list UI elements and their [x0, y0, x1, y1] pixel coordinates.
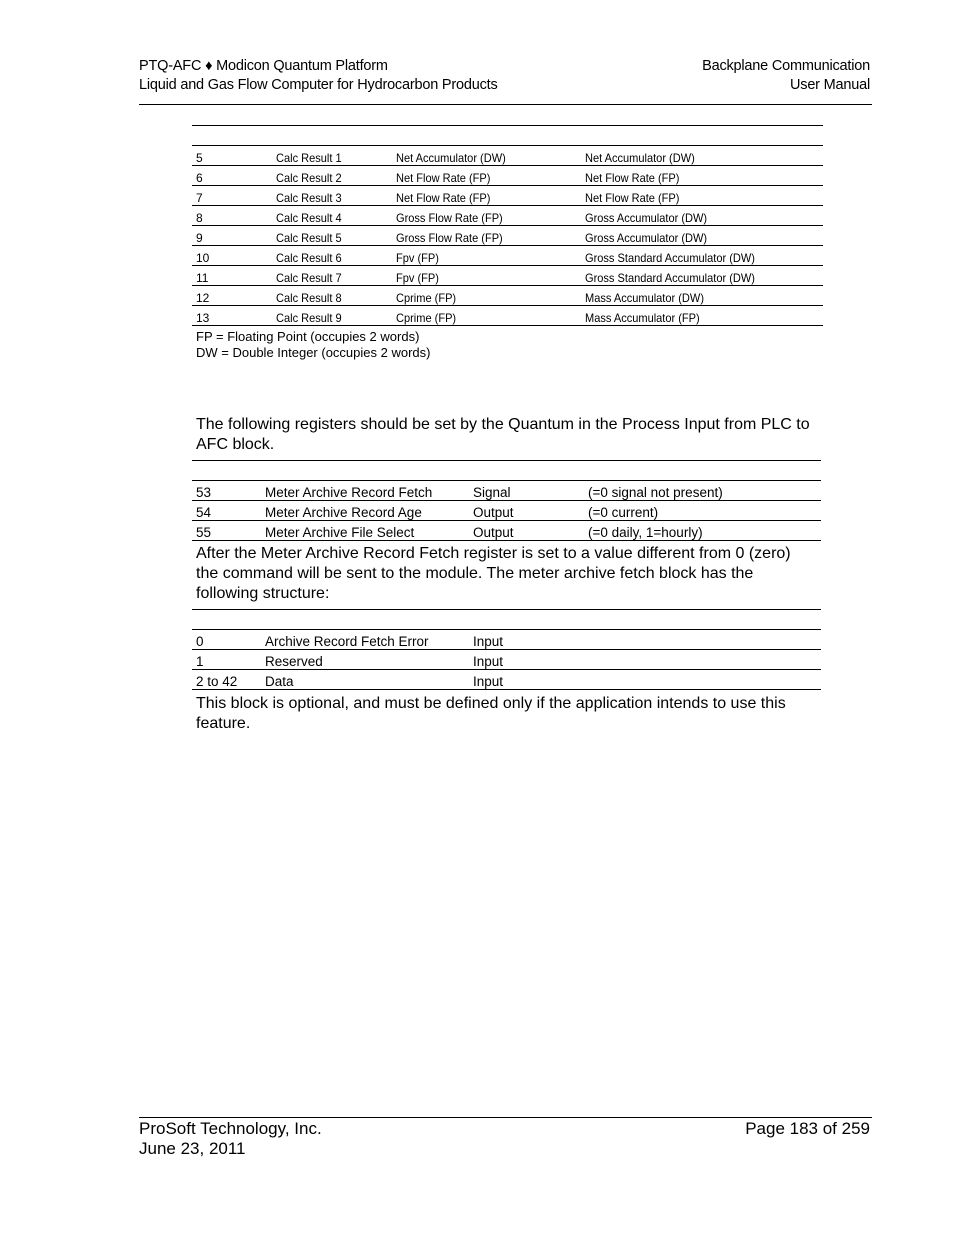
description-cell: Meter Archive File Select [265, 521, 473, 541]
table-row [192, 266, 823, 286]
type-cell: Output [473, 501, 588, 521]
paragraph-fetch-description: After the Meter Archive Record Fetch register is set to a value different from 0 (zero) the command will be sent to the module. The meter archive fetch block has the following structure: [196, 545, 791, 602]
word-offset: 1 [192, 650, 265, 670]
table-header-row [192, 126, 823, 146]
header-product-subtitle: Liquid and Gas Flow Computer for Hydrocarbon Products [139, 77, 498, 93]
table-row [192, 286, 823, 306]
note-cell [588, 650, 821, 670]
register-number: 10 [192, 246, 276, 266]
table-row [192, 501, 821, 521]
note-cell [588, 630, 821, 650]
note-cell: (=0 daily, 1=hourly) [588, 521, 821, 541]
table-row [192, 246, 823, 266]
description-cell: Reserved [265, 650, 473, 670]
gas-value-cell: Fpv (FP) [396, 266, 570, 286]
liquid-value-cell: Net Flow Rate (FP) [585, 166, 804, 186]
table-header-row [192, 461, 821, 481]
register-number: 7 [192, 186, 276, 206]
description-cell: Archive Record Fetch Error [265, 630, 473, 650]
liquid-value-cell: Gross Standard Accumulator (DW) [585, 266, 804, 286]
type-cell: Input [473, 670, 588, 690]
register-number: 12 [192, 286, 276, 306]
type-cell: Signal [473, 481, 588, 501]
paragraph-process-input: The following registers should be set by the Quantum in the Process Input from PLC to AFC block. [196, 416, 810, 453]
gas-value-cell: Net Flow Rate (FP) [396, 166, 570, 186]
table-row [192, 226, 823, 246]
archive-fetch-block-table [192, 609, 821, 690]
liquid-value-cell: Gross Standard Accumulator (DW) [585, 246, 804, 266]
liquid-value-cell: Mass Accumulator (DW) [585, 286, 804, 306]
description-cell: Calc Result 6 [276, 246, 386, 266]
gas-value-cell: Gross Flow Rate (FP) [396, 226, 570, 246]
header-section-title: Backplane Communication [702, 58, 870, 74]
word-offset: 2 to 42 [192, 670, 265, 690]
meter-archive-register-table [192, 460, 821, 541]
table-row [192, 630, 821, 650]
register-number: 5 [192, 146, 276, 166]
table-row [192, 481, 821, 501]
description-cell: Calc Result 3 [276, 186, 386, 206]
description-cell: Calc Result 9 [276, 306, 386, 326]
description-cell: Calc Result 4 [276, 206, 386, 226]
paragraph-optional-block: This block is optional, and must be defined only if the application intends to use this feature. [196, 695, 786, 732]
description-cell: Calc Result 1 [276, 146, 386, 166]
type-cell: Input [473, 650, 588, 670]
description-cell: Calc Result 7 [276, 266, 386, 286]
description-cell: Calc Result 5 [276, 226, 386, 246]
gas-value-cell: Net Flow Rate (FP) [396, 186, 570, 206]
table-row [192, 146, 823, 166]
word-offset: 0 [192, 630, 265, 650]
description-cell: Calc Result 2 [276, 166, 386, 186]
header-divider [139, 104, 872, 105]
liquid-value-cell: Mass Accumulator (FP) [585, 306, 804, 326]
page-footer [139, 1119, 870, 1159]
note-floating-point: FP = Floating Point (occupies 2 words) [196, 329, 420, 344]
register-number: 9 [192, 226, 276, 246]
register-number: 8 [192, 206, 276, 226]
note-cell: (=0 signal not present) [588, 481, 821, 501]
note-cell [588, 670, 821, 690]
register-number: 53 [192, 481, 265, 501]
liquid-value-cell: Net Accumulator (DW) [585, 146, 804, 166]
calc-result-table [192, 125, 823, 326]
footer-date: June 23, 2011 [139, 1139, 246, 1158]
register-number: 13 [192, 306, 276, 326]
description-cell: Meter Archive Record Age [265, 501, 473, 521]
gas-value-cell: Net Accumulator (DW) [396, 146, 570, 166]
description-cell: Meter Archive Record Fetch [265, 481, 473, 501]
table-row [192, 650, 821, 670]
table-row [192, 166, 823, 186]
liquid-value-cell: Gross Accumulator (DW) [585, 226, 804, 246]
header-document-type: User Manual [790, 77, 870, 93]
table-row [192, 206, 823, 226]
register-number: 11 [192, 266, 276, 286]
type-cell: Output [473, 521, 588, 541]
type-cell: Input [473, 630, 588, 650]
gas-value-cell: Cprime (FP) [396, 306, 570, 326]
table-row [192, 186, 823, 206]
table-row [192, 521, 821, 541]
footer-divider [139, 1117, 872, 1118]
table-row [192, 670, 821, 690]
page-header [139, 57, 870, 95]
description-cell: Data [265, 670, 473, 690]
footer-company: ProSoft Technology, Inc. [139, 1119, 322, 1138]
register-number: 6 [192, 166, 276, 186]
header-product-title: PTQ-AFC ♦ Modicon Quantum Platform [139, 58, 388, 74]
note-double-integer: DW = Double Integer (occupies 2 words) [196, 345, 431, 360]
gas-value-cell: Cprime (FP) [396, 286, 570, 306]
footer-page-number: Page 183 of 259 [745, 1119, 870, 1138]
gas-value-cell: Fpv (FP) [396, 246, 570, 266]
register-number: 54 [192, 501, 265, 521]
note-cell: (=0 current) [588, 501, 821, 521]
table-notes [196, 329, 430, 361]
description-cell: Calc Result 8 [276, 286, 386, 306]
table-header-row [192, 610, 821, 630]
table-row [192, 306, 823, 326]
liquid-value-cell: Gross Accumulator (DW) [585, 206, 804, 226]
gas-value-cell: Gross Flow Rate (FP) [396, 206, 570, 226]
liquid-value-cell: Net Flow Rate (FP) [585, 186, 804, 206]
register-number: 55 [192, 521, 265, 541]
